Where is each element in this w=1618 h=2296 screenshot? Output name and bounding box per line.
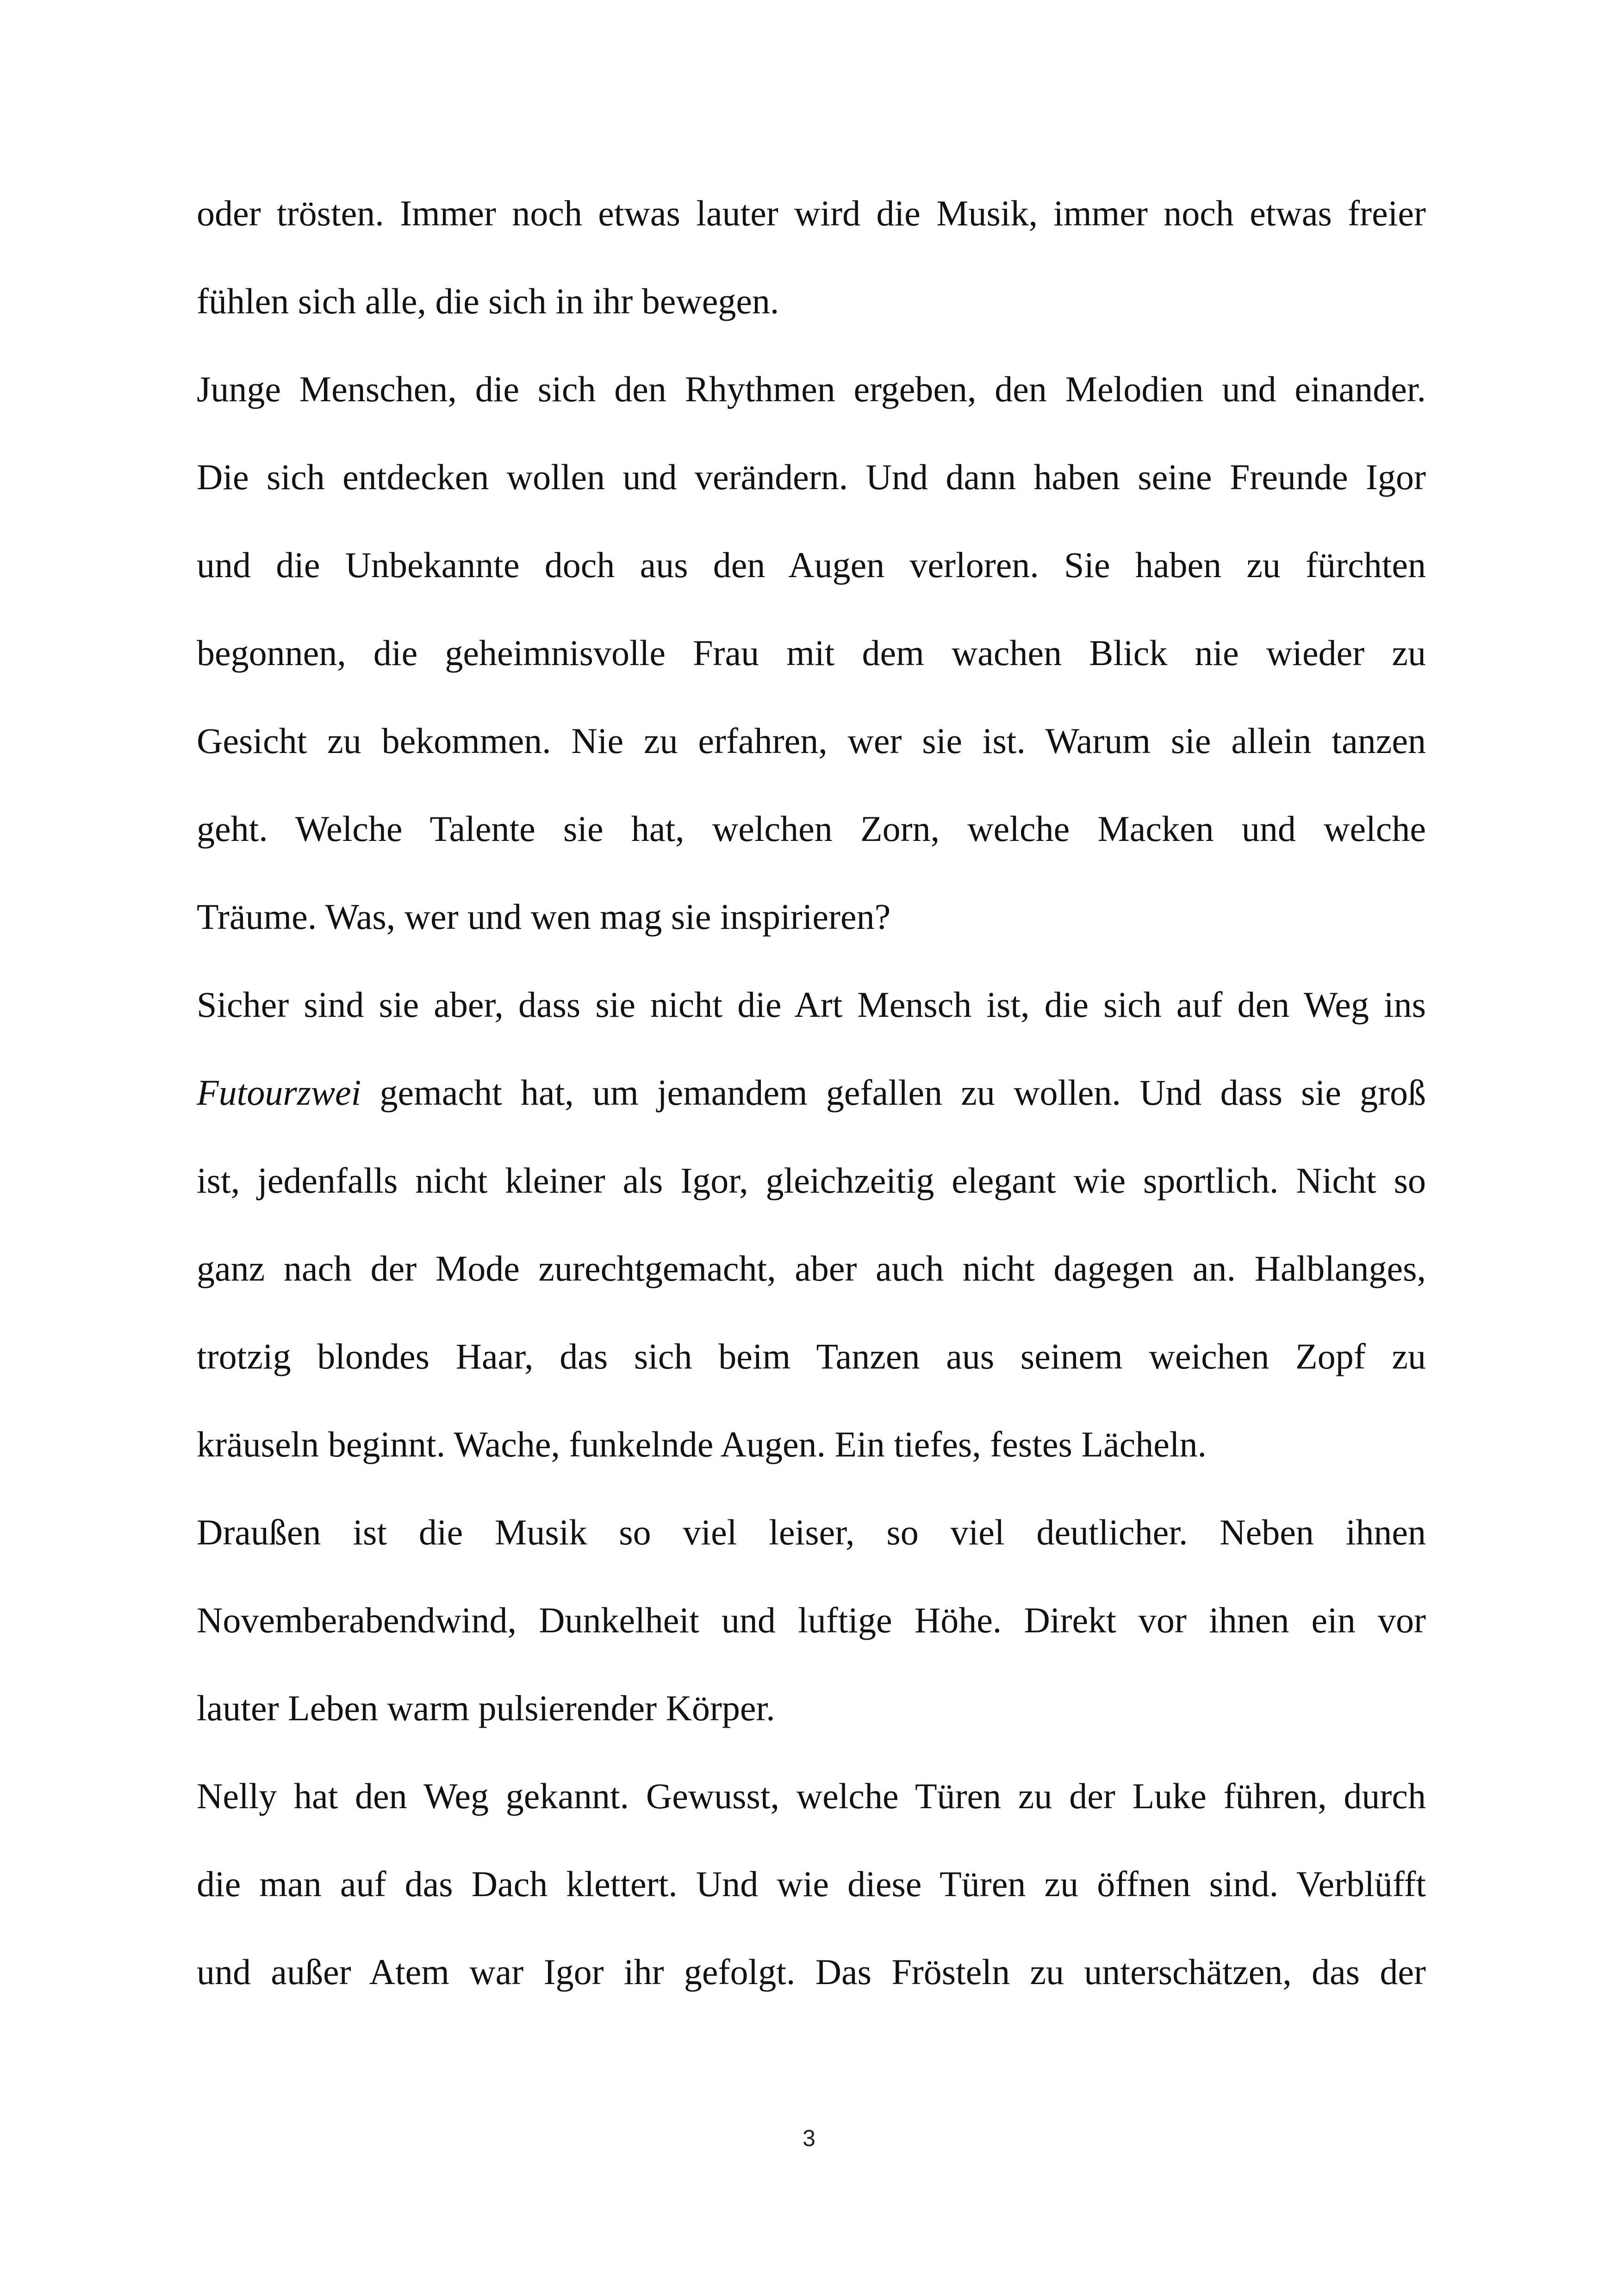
text-line: Sicher sind sie aber, dass sie nicht die Art Mensch ist, die sich auf den Weg ins (197, 984, 1426, 1025)
text-line: ganz nach der Mode zurechtgemacht, aber auch nicht dagegen an. Halblanges, (197, 1248, 1426, 1288)
text-line: oder trösten. Immer noch etwas lauter wird die Musik, immer noch etwas freier (197, 193, 1426, 233)
text-line: trotzig blondes Haar, das sich beim Tanzen aus seinem weichen Zopf zu (197, 1336, 1426, 1376)
page-number: 3 (803, 2125, 815, 2151)
text-line: fühlen sich alle, die sich in ihr bewegen. (197, 281, 779, 321)
italic-venue-name: Futourzwei (197, 1072, 361, 1113)
text-line: kräuseln beginnt. Wache, funkelnde Augen. Ein tiefes, festes Lächeln. (197, 1424, 1207, 1464)
text-line: Novemberabendwind, Dunkelheit und luftige Höhe. Direkt vor ihnen ein vor (197, 1600, 1426, 1640)
text-line: Gesicht zu bekommen. Nie zu erfahren, wer sie ist. Warum sie allein tanzen (197, 721, 1426, 761)
text-line: Draußen ist die Musik so viel leiser, so viel deutlicher. Neben ihnen (197, 1512, 1426, 1552)
text-line: geht. Welche Talente sie hat, welchen Zorn, welche Macken und welche (197, 809, 1426, 849)
body-text (197, 181, 1426, 2028)
text-line: Nelly hat den Weg gekannt. Gewusst, welche Türen zu der Luke führen, durch (197, 1776, 1426, 1816)
text-line: und außer Atem war Igor ihr gefolgt. Das Frösteln zu unterschätzen, das der (197, 1952, 1426, 1992)
text-line (197, 1061, 1426, 1149)
text-line-rest: gemacht hat, um jemandem gefallen zu wollen. Und dass sie groß (361, 1072, 1426, 1113)
text-line: Junge Menschen, die sich den Rhythmen ergeben, den Melodien und einander. (197, 369, 1426, 409)
text-line: lauter Leben warm pulsierender Körper. (197, 1688, 775, 1728)
text-line: Die sich entdecken wollen und verändern. Und dann haben seine Freunde Igor (197, 457, 1426, 497)
text-line: und die Unbekannte doch aus den Augen verloren. Sie haben zu fürchten (197, 545, 1426, 585)
text-line: begonnen, die geheimnisvolle Frau mit dem wachen Blick nie wieder zu (197, 633, 1426, 673)
text-line: Träume. Was, wer und wen mag sie inspirieren? (197, 896, 891, 937)
text-line: ist, jedenfalls nicht kleiner als Igor, gleichzeitig elegant wie sportlich. Nicht so (197, 1160, 1426, 1201)
text-line: die man auf das Dach klettert. Und wie diese Türen zu öffnen sind. Verblüfft (197, 1864, 1426, 1904)
